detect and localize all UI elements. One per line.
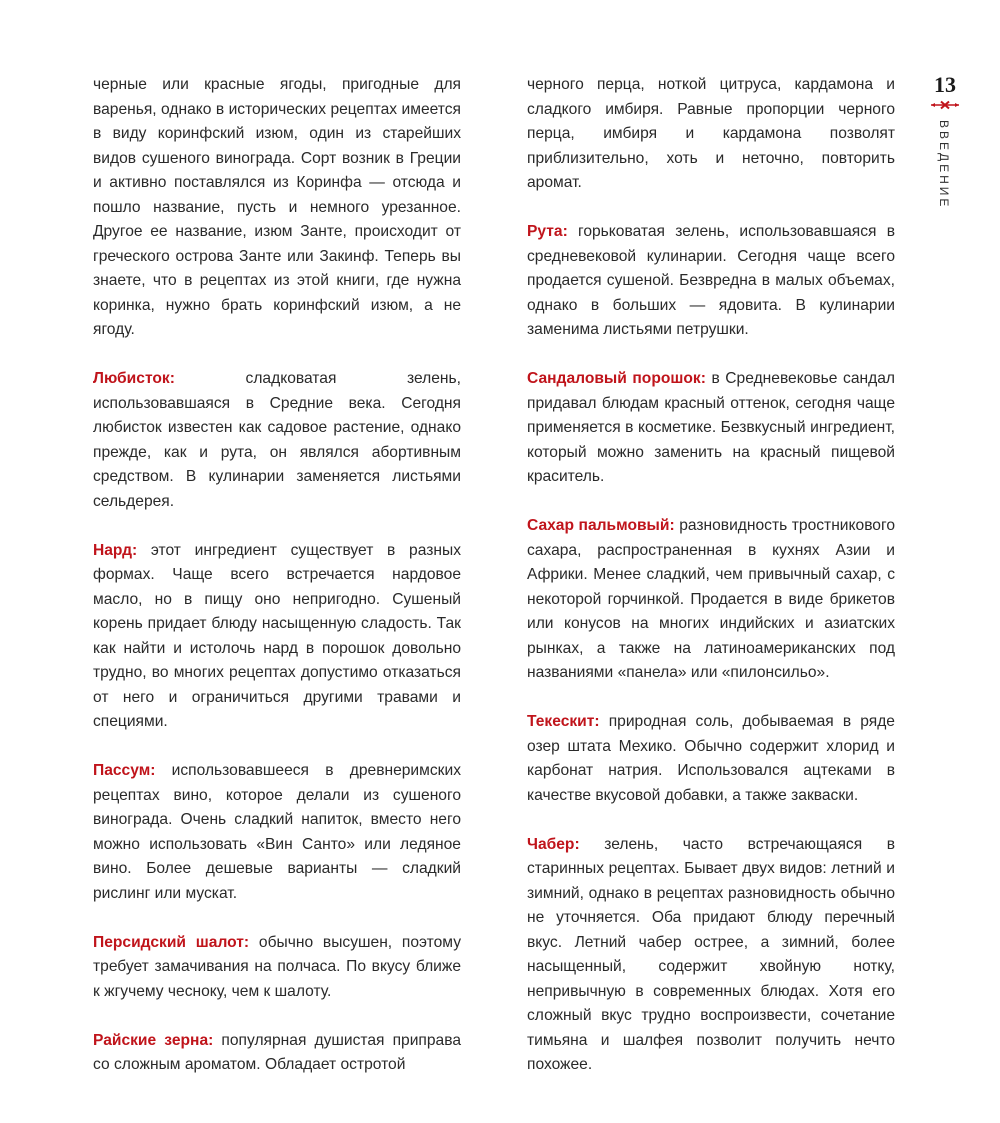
glossary-term: Сандаловый порошок: [527,370,706,387]
glossary-entry-lovage [93,367,461,514]
glossary-definition: использовавшееся в древнеримских рецептах вино, которое делали из сушеного винограда. Очень сладкий напиток, вместо него можно использовать «Вин Санто» или ледяное вино. Более дешевые варианты — сладкий рислинг или мускат. [93,762,461,902]
glossary-definition: горьковатая зелень, использовавшаяся в средневековой кулинарии. Сегодня чаще всего продается сушеной. Безвредна в малых объемах, однако в больших — ядовита. В кулинарии заменима листьями петрушки. [527,223,895,338]
glossary-entry-continued-grains-of-paradise [527,73,895,196]
glossary-entry-sandalwood-powder [527,367,895,490]
right-column [527,73,895,1102]
glossary-entry-continued-currant [93,73,461,343]
glossary-term: Сахар пальмовый: [527,517,675,534]
glossary-entry-grains-of-paradise [93,1029,461,1078]
glossary-term: Текескит: [527,713,600,730]
glossary-term: Персидский шалот: [93,933,250,951]
glossary-definition: черного перца, ноткой цитруса, кардамона и сладкого имбиря. Равные пропорции черного перца, имбиря и кардамона позволят приблизительно, хоть и неточно, повторить аромат. [527,76,895,191]
glossary-entry-persian-shallot [93,931,461,1005]
glossary-entry-savory [527,833,895,1078]
glossary-definition: разновидность тростникового сахара, распространенная в кухнях Азии и Африки. Менее сладкий, чем привычный сахар, с некоторой горчинкой. Продается в виде брикетов или конусов на многих индийских и азиатских рынках, а также на латиноамериканских под названиями «панела» или «пилонсильо». [527,517,895,681]
glossary-entry-palm-sugar [527,514,895,686]
glossary-definition: зелень, часто встречающаяся в старинных рецептах. Бывает двух видов: летний и зимний, однако в рецептах разновидность обычно не уточняется. Оба придают блюду перечный вкус. Летний чабер острее, а зимний, более насыщенный, содержит хвойную нотку, непривычную в современных блюдах. Хотя его сложный вкус трудно воспроизвести, сочетание тимьяна и шалфея позволит получить нечто похожее. [527,835,895,1073]
glossary-entry-rue [527,220,895,343]
glossary-definition: этот ингредиент существует в разных формах. Чаще всего встречается нардовое масло, но в пищу оно непригодно. Сушеный корень придает блюду насыщенную сладость. Так как найти и истолочь нард в порошок довольно трудно, во многих рецептах допустимо отказаться от него и ограничиться другими травами и специями. [93,541,461,730]
glossary-entry-nard [93,539,461,735]
glossary-definition: природная соль, добываемая в ряде озер штата Мехико. Обычно содержит хлорид и карбонат натрия. Использовался ацтеками в качестве вкусовой добавки, а также закваски. [527,713,895,804]
glossary-definition: обычно высушен, поэтому требует замачивания на полчаса. По вкусу ближе к жгучему чесноку, чем к шалоту. [93,933,461,1000]
glossary-entry-passum [93,759,461,906]
glossary-term: Любисток: [93,370,175,387]
glossary-definition: сладковатая зелень, использовавшаяся в Средние века. Сегодня любисток известен как садовое растение, однако прежде, как и рута, он являлся абортивным средством. В кулинарии заменяется листьями сельдерея. [93,370,461,510]
glossary-definition: черные или красные ягоды, пригодные для варенья, однако в исторических рецептах имеется в виду коринфский изюм, один из старейших видов сушеного винограда. Сорт возник в Греции и активно поставлялся из Коринфа — отсюда и пошло название, пусть и немного урезанное. Другое ее название, изюм Занте, происходит от греческого острова Занте или Закинф. Теперь вы знаете, что в рецептах из этой книги, где нужна коринка, нужно брать коринфский изюм, а не ягоду. [93,76,461,338]
glossary-term: Пассум: [93,762,156,779]
glossary-definition: популярная душистая приправа со сложным ароматом. Обладает остротой [93,1031,461,1073]
page-number: 13 [934,72,956,97]
glossary-term: Чабер: [527,835,580,853]
glossary-term: Райские зерна: [93,1031,214,1049]
left-column [93,73,461,1102]
glossary-entry-tequesquite [527,710,895,808]
glossary-definition: в Средневековье сандал придавал блюдам красный оттенок, сегодня чаще применяется в косметике. Безвкусный ингредиент, который можно заменить на красный пищевой краситель. [527,370,895,485]
section-label: ВВЕДЕНИЕ [937,120,951,210]
glossary-term: Нард: [93,541,138,559]
glossary-term: Рута: [527,223,568,240]
ornament-divider-icon [930,100,960,110]
